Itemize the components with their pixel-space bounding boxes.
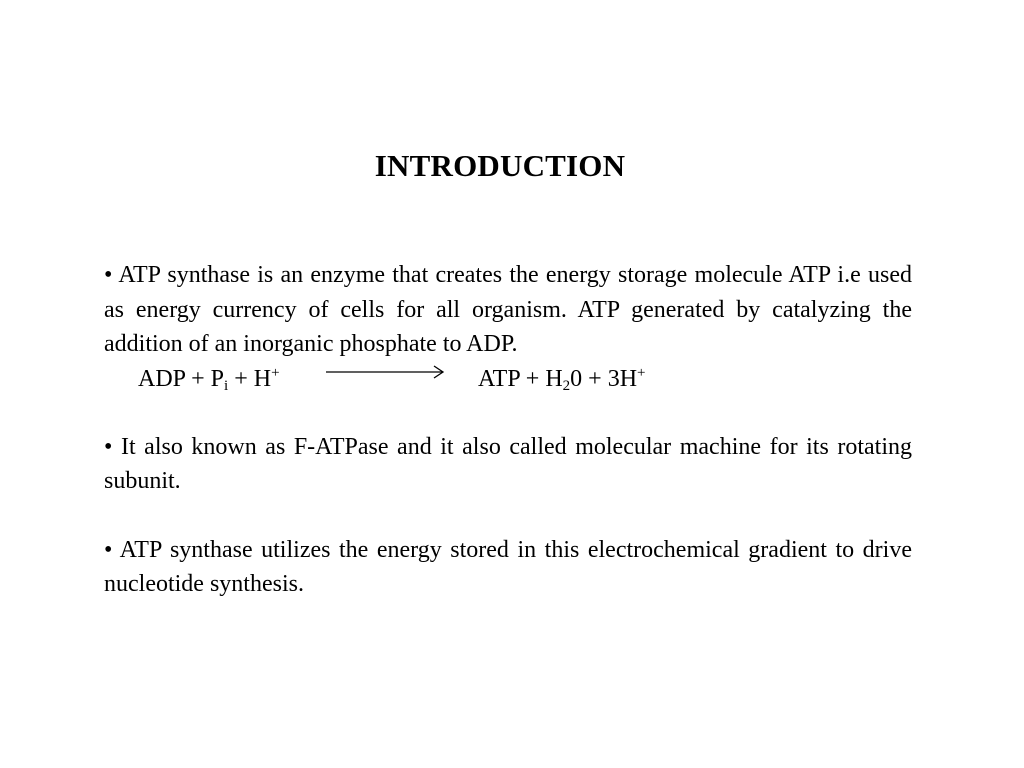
bullet-paragraph-3	[104, 533, 912, 602]
reaction-arrow-icon	[324, 364, 448, 384]
water-subscript: 2	[562, 377, 571, 394]
spacer	[104, 499, 912, 533]
proton-superscript: +	[271, 364, 280, 381]
paragraph-1-text: ATP synthase is an enzyme that creates the energy storage molecule ATP i.e used as energy currency of cells for all organism. ATP generated by catalyzing the addition of an inorganic phosphate to ADP.	[104, 262, 912, 357]
bullet-paragraph-1	[104, 258, 912, 362]
equation-reactants	[138, 362, 280, 396]
phosphate-subscript: i	[224, 377, 229, 394]
reaction-equation	[104, 362, 912, 396]
paragraph-2-text: It also known as F-ATPase and it also called molecular machine for its rotating subunit.	[104, 433, 912, 494]
reactant-h: + H	[228, 365, 272, 392]
product-atp-h: ATP + H	[478, 365, 563, 392]
reactant-adp-p: ADP + P	[138, 365, 225, 392]
slide-content	[104, 258, 912, 602]
paragraph-3-text: ATP synthase utilizes the energy stored in this electrochemical gradient to drive nucleotide synthesis.	[104, 536, 912, 597]
product-superscript: +	[637, 364, 646, 381]
spacer	[104, 396, 912, 430]
slide-title: INTRODUCTION	[374, 148, 626, 183]
bullet-icon: •	[104, 262, 113, 288]
bullet-icon: •	[104, 433, 113, 460]
product-rest: 0 + 3H	[570, 365, 638, 392]
equation-products	[478, 362, 646, 396]
bullet-icon: •	[104, 536, 113, 563]
bullet-paragraph-2	[104, 430, 912, 499]
